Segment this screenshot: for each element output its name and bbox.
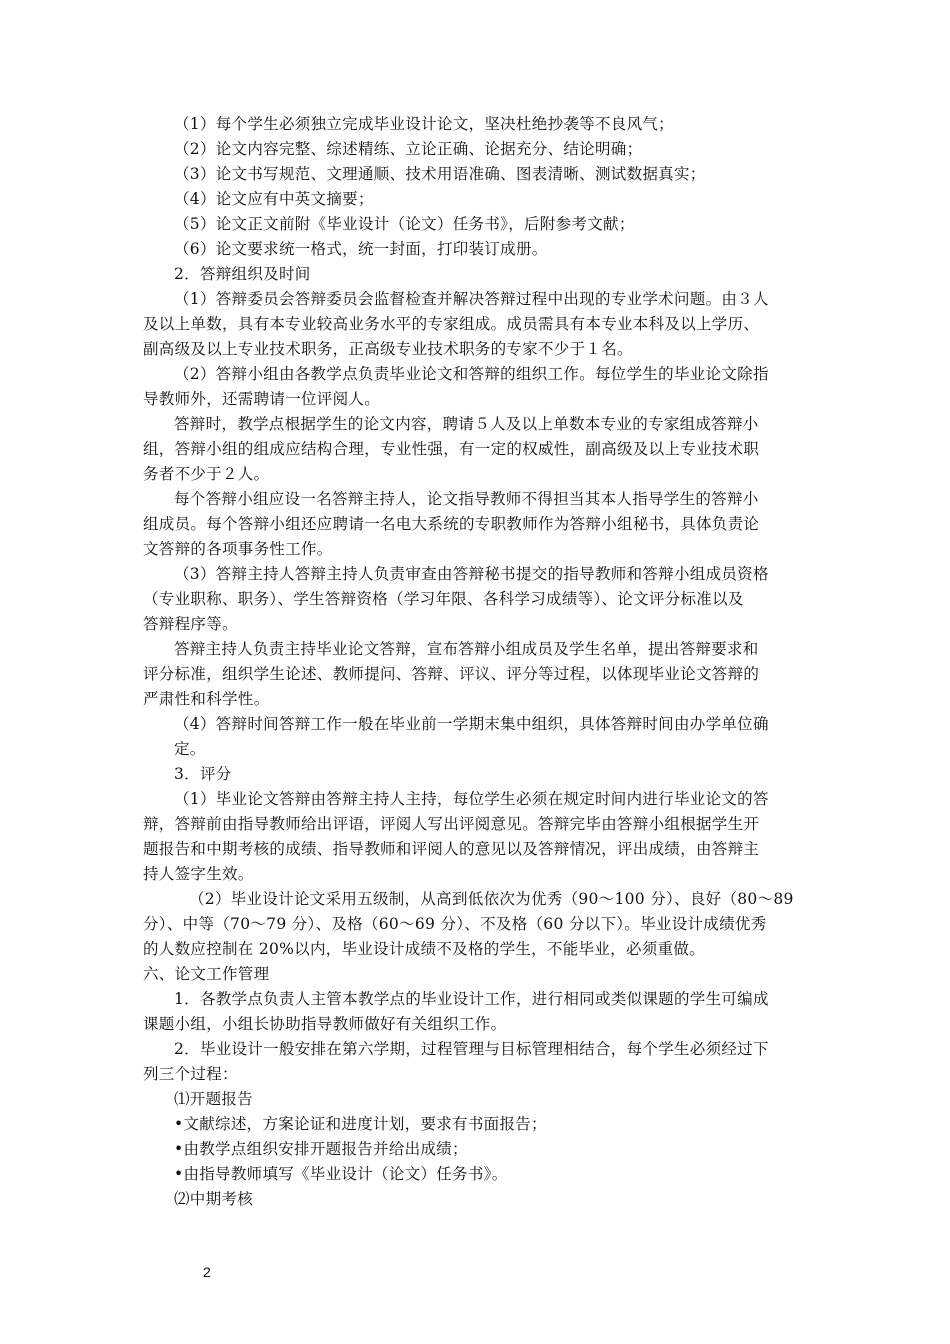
text-line: （5）论文正文前附《毕业设计（论文）任务书》，后附参考文献； xyxy=(174,215,635,233)
text-line: （4）论文应有中英文摘要； xyxy=(174,190,374,208)
text-line: 辩，答辩前由指导教师给出评语，评阅人写出评阅意见。答辩完毕由答辩小组根据学生开 xyxy=(143,815,760,833)
text-line: 持人签字生效。 xyxy=(143,865,254,883)
bullet-item: •文献综述，方案论证和进度计划，要求有书面报告； xyxy=(174,1115,547,1133)
text-line: 严肃性和科学性。 xyxy=(143,690,270,708)
text-line: 题报告和中期考核的成绩、指导教师和评阅人的意见以及答辩情况，评出成绩，由答辩主 xyxy=(143,840,760,858)
text-line: （1）每个学生必须独立完成毕业设计论文，坚决杜绝抄袭等不良风气； xyxy=(174,115,674,133)
section-heading: 2．答辩组织及时间 xyxy=(174,265,311,283)
text-line: （2）答辩小组由各教学点负责毕业论文和答辩的组织工作。每位学生的毕业论文除指 xyxy=(174,365,769,383)
page-number: 2 xyxy=(203,1264,211,1280)
text-line: （2）毕业设计论文采用五级制，从高到低依次为优秀（90～100 分）、良好（80～89 xyxy=(189,890,794,908)
text-line: （专业职称、职务）、学生答辩资格（学习年限、各科学习成绩等）、论文评分标准以及 xyxy=(143,590,744,608)
section-heading: 3．评分 xyxy=(174,765,232,783)
text-line: （4）答辩时间答辩工作一般在毕业前一学期末集中组织，具体答辩时间由办学单位确 xyxy=(174,715,769,733)
list-heading: ⑵中期考核 xyxy=(174,1190,254,1208)
text-line: 2．毕业设计一般安排在第六学期，过程管理与目标管理相结合，每个学生必须经过下 xyxy=(174,1040,769,1058)
text-line: 组成员。每个答辩小组还应聘请一名电大系统的专职教师作为答辩小组秘书，具体负责论 xyxy=(143,515,760,533)
text-line: 务者不少于２人。 xyxy=(143,465,270,483)
text-line: 导教师外，还需聘请一位评阅人。 xyxy=(143,390,381,408)
text-line: 1．各教学点负责人主管本教学点的毕业设计工作，进行相同或类似课题的学生可编成 xyxy=(174,990,769,1008)
text-line: （3）答辩主持人答辩主持人负责审查由答辩秘书提交的指导教师和答辩小组成员资格 xyxy=(174,565,769,583)
text-line: 副高级及以上专业技术职务，正高级专业技术职务的专家不少于１名。 xyxy=(143,340,633,358)
text-line: （3）论文书写规范、文理通顺、技术用语准确、图表清晰、测试数据真实； xyxy=(174,165,706,183)
text-line: 课题小组，小组长协助指导教师做好有关组织工作。 xyxy=(143,1015,507,1033)
text-line: 定。 xyxy=(174,740,206,758)
list-heading: ⑴开题报告 xyxy=(174,1090,254,1108)
text-line: 评分标准，组织学生论述、教师提问、答辩、评议、评分等过程，以体现毕业论文答辩的 xyxy=(143,665,760,683)
text-line: 答辩程序等。 xyxy=(143,615,238,633)
text-line: 文答辩的各项事务性工作。 xyxy=(143,540,333,558)
text-line: 答辩时，教学点根据学生的论文内容，聘请５人及以上单数本专业的专家组成答辩小 xyxy=(174,415,759,433)
text-line: （1）答辩委员会答辩委员会监督检查并解决答辩过程中出现的专业学术问题。由３人 xyxy=(174,290,769,308)
bullet-item: •由指导教师填写《毕业设计（论文）任务书》。 xyxy=(174,1165,508,1183)
text-line: （2）论文内容完整、综述精练、立论正确、论据充分、结论明确； xyxy=(174,140,643,158)
text-line: 及以上单数，具有本专业较高业务水平的专家组成。成员需具有本专业本科及以上学历、 xyxy=(143,315,760,333)
text-line: 组，答辩小组的组成应结构合理，专业性强，有一定的权威性，副高级及以上专业技术职 xyxy=(143,440,760,458)
text-line: 的人数应控制在 20%以内，毕业设计成绩不及格的学生，不能毕业，必须重做。 xyxy=(143,940,705,958)
text-line: 答辩主持人负责主持毕业论文答辩，宣布答辩小组成员及学生名单，提出答辩要求和 xyxy=(174,640,759,658)
bullet-item: •由教学点组织安排开题报告并给出成绩； xyxy=(174,1140,468,1158)
section-heading: 六、论文工作管理 xyxy=(143,965,270,983)
text-line: 每个答辩小组应设一名答辩主持人，论文指导教师不得担当其本人指导学生的答辩小 xyxy=(174,490,759,508)
text-line: （6）论文要求统一格式，统一封面，打印装订成册。 xyxy=(174,240,548,258)
text-line: 列三个过程： xyxy=(143,1065,238,1083)
text-line: （1）毕业论文答辩由答辩主持人主持，每位学生必须在规定时间内进行毕业论文的答 xyxy=(174,790,769,808)
text-line: 分）、中等（70～79 分）、及格（60～69 分）、不及格（60 分以下）。毕业设计成绩优秀 xyxy=(143,915,767,933)
